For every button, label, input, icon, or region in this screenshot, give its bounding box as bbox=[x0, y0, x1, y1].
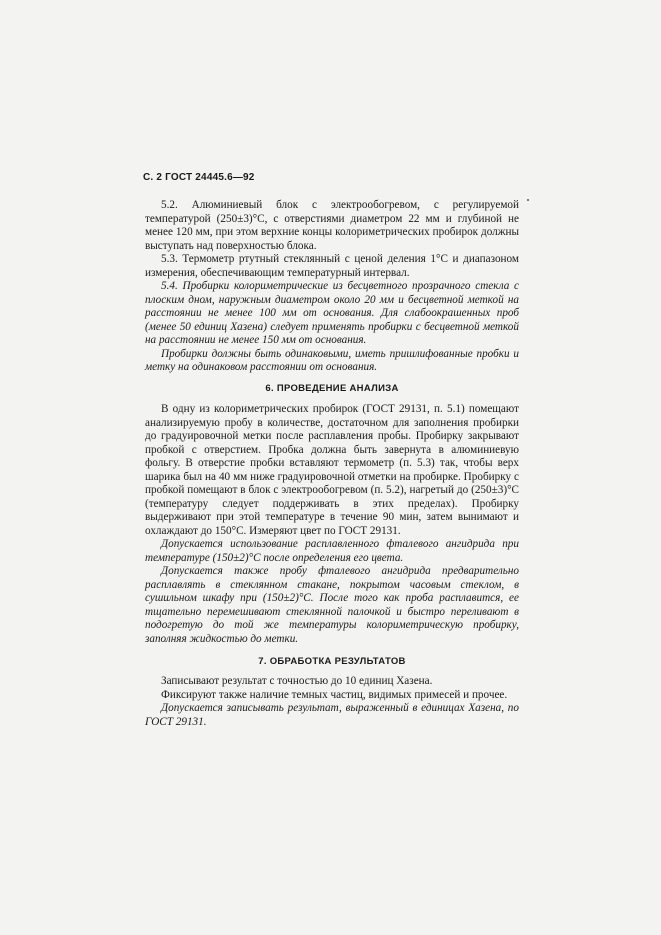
section-5-continuation bbox=[145, 199, 519, 375]
section-7-body bbox=[145, 675, 519, 729]
scan-speck bbox=[527, 199, 529, 201]
page-header: С. 2 ГОСТ 24445.6—92 bbox=[143, 172, 255, 183]
paragraph-7-allowance: Допускается записывать результат, выраженный в единицах Хазена, по ГОСТ 29131. bbox=[145, 702, 519, 728]
section-6-title: 6. ПРОВЕДЕНИЕ АНАЛИЗА bbox=[265, 383, 399, 394]
paragraph-5-4: 5.4. Пробирки колориметрические из бесцветного прозрачного стекла с плоским дном, наружным диаметром около 20 мм и бесцветной меткой на расстоянии не менее 100 мм от основания. Для слабоокрашенных проб (менее 50 единиц Хазена) следует применять пробирки с бесцветной меткой на расстоянии не менее 150 мм от основания. bbox=[145, 280, 519, 346]
paragraph-6-allowance-1: Допускается использование расплавленного фталевого ангидрида при температуре (150±2)°С после определения его цвета. bbox=[145, 538, 519, 564]
section-7 bbox=[145, 655, 519, 669]
paragraph-tubes-note: Пробирки должны быть одинаковыми, иметь пришлифованные пробки и метку на одинаковом расстоянии от основания. bbox=[145, 347, 519, 373]
section-6-body bbox=[145, 403, 519, 646]
paragraph-5-3: 5.3. Термометр ртутный стеклянный с ценой деления 1°С и диапазоном измерения, обеспечивающим температурный интервал. bbox=[145, 253, 519, 279]
paragraph-7-record: Записывают результат с точностью до 10 единиц Хазена. bbox=[161, 675, 433, 687]
paragraph-6-procedure: В одну из колориметрических пробирок (ГОСТ 29131, п. 5.1) помещают анализируемую пробу в количестве, достаточном для заполнения пробирки до градуировочной метки после расплавления пробы. Пробирку закрывают пробкой с отверстием. Пробка должна быть завернута в алюминиевую фольгу. В отверстие пробки вставляют термометр (п. 5.3) так, чтобы верх шарика был на 40 мм ниже градуировочной отметки на пробирке. Пробирку с пробкой помещают в блок с электрообогревом (п. 5.2), нагретый до (250±3)°С (температуру следует поддерживать в этих пределах). Пробирку выдерживают при этой температуре в течение 90 мин, затем вынимают и охлаждают до 150°С. Измеряют цвет по ГОСТ 29131. bbox=[145, 403, 519, 537]
section-7-title: 7. ОБРАБОТКА РЕЗУЛЬТАТОВ bbox=[258, 656, 406, 667]
paragraph-5-2: 5.2. Алюминиевый блок с электрообогревом, с регулируемой температурой (250±3)°С, с отверстиями диаметром 22 мм и глубиной не менее 120 мм, при этом верхние концы колориметрических пробирок должны выступать над поверхностью блока. bbox=[145, 199, 519, 252]
section-6 bbox=[145, 382, 519, 396]
paragraph-6-allowance-2: Допускается также пробу фталевого ангидрида предварительно расплавлять в стеклянном стакане, покрытом часовым стеклом, в сушильном шкафу при (150±2)°С. После того как проба расплавится, ее тщательно перемешивают стеклянной палочкой и быстро переливают в подогретую до той же температуры колориметрическую пробирку, заполняя жидкостью до метки. bbox=[145, 565, 519, 645]
paragraph-7-fix: Фиксируют также наличие темных частиц, видимых примесей и прочее. bbox=[161, 688, 508, 701]
